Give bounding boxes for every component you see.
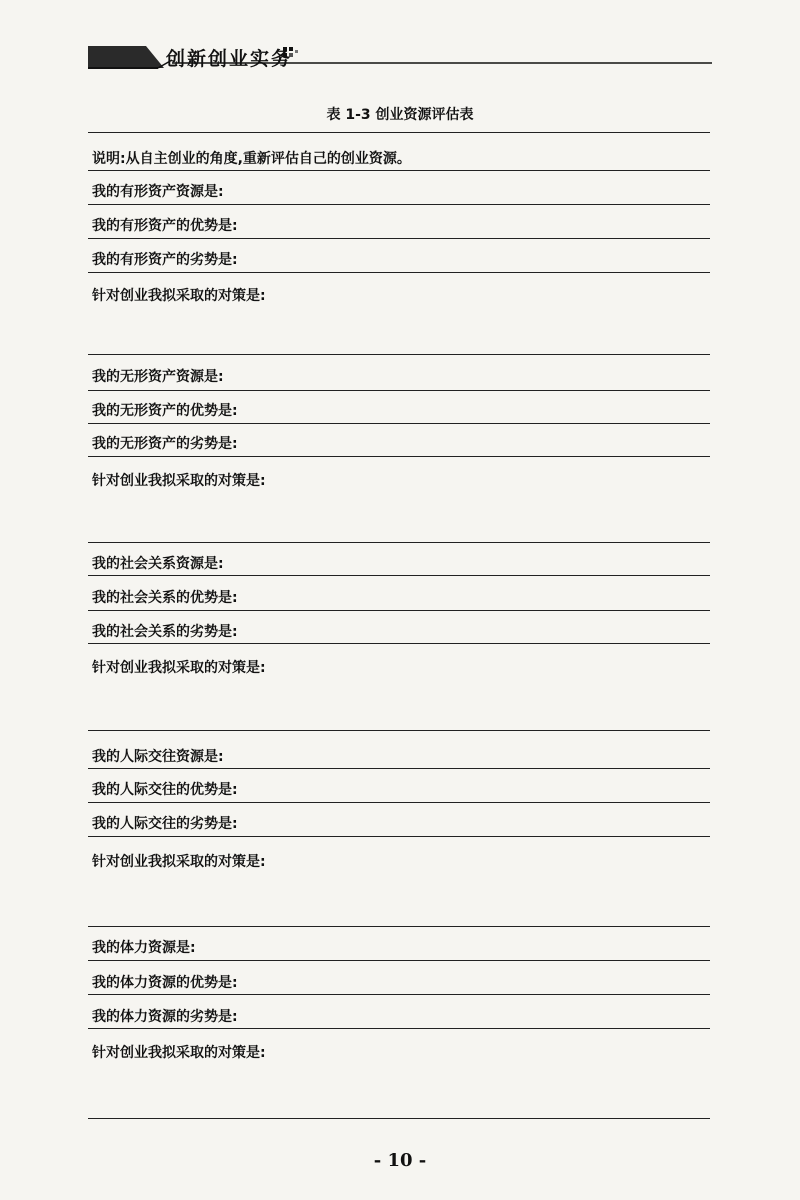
form-line <box>88 768 710 769</box>
tangible-assets-label: 我的有形资产资源是: <box>92 184 224 200</box>
table-title: 表 1-3 创业资源评估表 <box>326 107 474 123</box>
header-decoration <box>0 0 800 80</box>
table-bottom-rule <box>88 1118 710 1119</box>
physical-strategy-label: 针对创业我拟采取的对策是: <box>92 1045 266 1061</box>
form-line <box>88 456 710 457</box>
header-square-5 <box>295 50 298 53</box>
physical-resources-label: 我的体力资源是: <box>92 940 196 956</box>
form-line <box>88 836 710 837</box>
form-line <box>88 643 710 644</box>
form-line <box>88 575 710 576</box>
header-dark-tab <box>88 46 164 68</box>
physical-strengths-label: 我的体力资源的优势是: <box>92 975 238 991</box>
interpersonal-strategy-label: 针对创业我拟采取的对策是: <box>92 854 266 870</box>
form-line <box>88 542 710 543</box>
form-line <box>88 610 710 611</box>
running-header <box>0 0 800 80</box>
tangible-weaknesses-label: 我的有形资产的劣势是: <box>92 252 238 268</box>
form-line <box>88 994 710 995</box>
form-line <box>88 272 710 273</box>
intangible-strengths-label: 我的无形资产的优势是: <box>92 403 238 419</box>
interpersonal-label: 我的人际交往资源是: <box>92 749 224 765</box>
intangible-assets-label: 我的无形资产资源是: <box>92 369 224 385</box>
social-strengths-label: 我的社会关系的优势是: <box>92 590 238 606</box>
table-top-rule <box>88 132 710 133</box>
form-line <box>88 390 710 391</box>
form-line <box>88 238 710 239</box>
intangible-weaknesses-label: 我的无形资产的劣势是: <box>92 436 238 452</box>
form-line <box>88 204 710 205</box>
social-relations-label: 我的社会关系资源是: <box>92 556 224 572</box>
form-line <box>88 960 710 961</box>
form-line <box>88 730 710 731</box>
interpersonal-strengths-label: 我的人际交往的优势是: <box>92 782 238 798</box>
instruction-text: 说明:从自主创业的角度,重新评估自己的创业资源。 <box>92 151 411 167</box>
social-weaknesses-label: 我的社会关系的劣势是: <box>92 624 238 640</box>
book-title: 创新创业实务 <box>166 48 293 70</box>
intangible-strategy-label: 针对创业我拟采取的对策是: <box>92 473 266 489</box>
interpersonal-weaknesses-label: 我的人际交往的劣势是: <box>92 816 238 832</box>
tangible-strengths-label: 我的有形资产的优势是: <box>92 218 238 234</box>
form-line <box>88 1028 710 1029</box>
form-line <box>88 802 710 803</box>
tangible-strategy-label: 针对创业我拟采取的对策是: <box>92 288 266 304</box>
form-line <box>88 926 710 927</box>
form-line <box>88 354 710 355</box>
form-line <box>88 423 710 424</box>
page-number: - 10 - <box>373 1150 427 1171</box>
social-strategy-label: 针对创业我拟采取的对策是: <box>92 660 266 676</box>
physical-weaknesses-label: 我的体力资源的劣势是: <box>92 1009 238 1025</box>
form-line <box>88 170 710 171</box>
